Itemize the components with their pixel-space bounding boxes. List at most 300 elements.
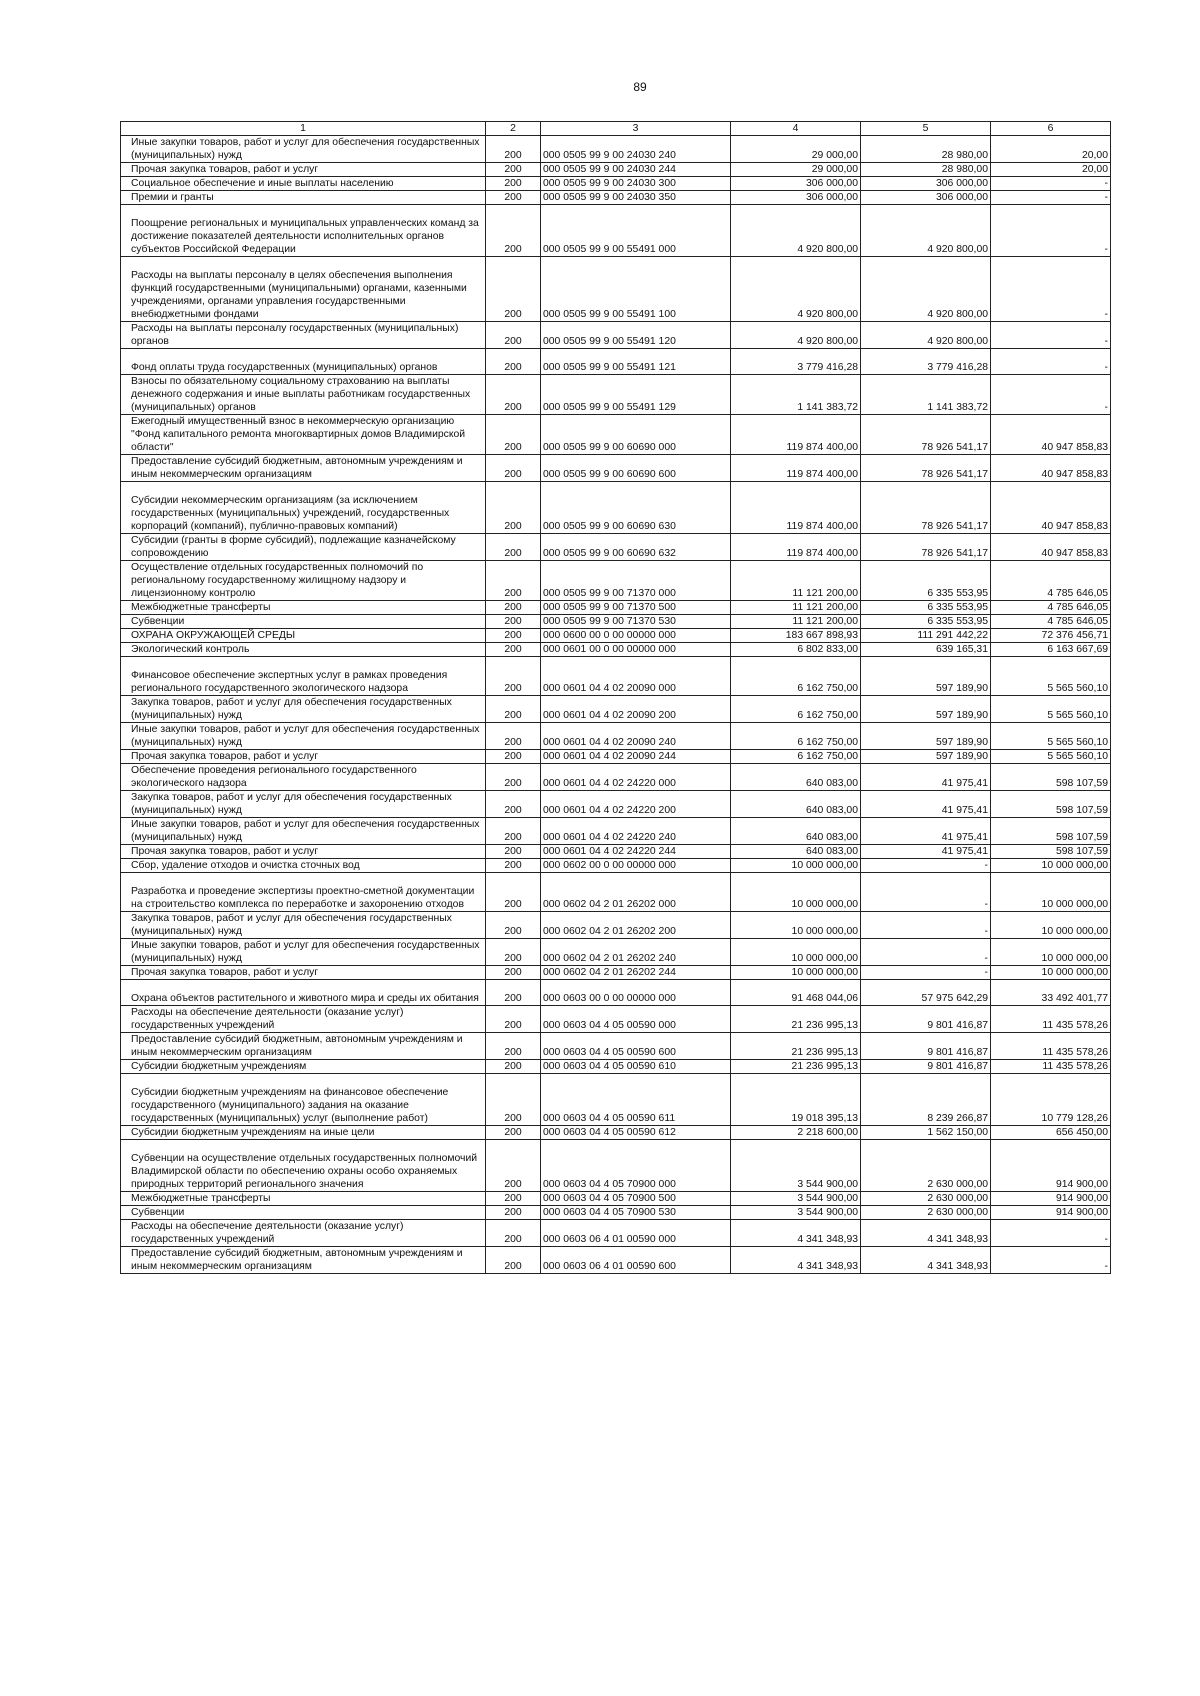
row-approved-amount: 6 162 750,00 bbox=[731, 657, 861, 696]
row-unexecuted-amount: - bbox=[991, 205, 1111, 257]
row-executed-amount: 78 926 541,17 bbox=[861, 455, 991, 482]
row-name: Закупка товаров, работ и услуг для обеспечения государственных (муниципальных) нужд bbox=[121, 696, 486, 723]
row-name: Субсидии бюджетным учреждениям на финансовое обеспечение государственного (муниципального) задания на оказание государственных (муниципальных) услуг (выполнение работ) bbox=[121, 1074, 486, 1126]
row-approved-amount: 306 000,00 bbox=[731, 177, 861, 191]
row-unexecuted-amount: 5 565 560,10 bbox=[991, 750, 1111, 764]
row-name: Прочая закупка товаров, работ и услуг bbox=[121, 163, 486, 177]
table-row bbox=[121, 818, 1111, 845]
row-budget-code: 000 0603 00 0 00 00000 000 bbox=[541, 980, 731, 1006]
row-budget-code: 000 0602 04 2 01 26202 200 bbox=[541, 912, 731, 939]
row-approved-amount: 4 920 800,00 bbox=[731, 205, 861, 257]
row-gl-code: 200 bbox=[486, 1206, 541, 1220]
row-budget-code: 000 0505 99 9 00 71370 000 bbox=[541, 561, 731, 601]
table-row bbox=[121, 191, 1111, 205]
row-approved-amount: 2 218 600,00 bbox=[731, 1126, 861, 1140]
row-approved-amount: 19 018 395,13 bbox=[731, 1074, 861, 1126]
row-unexecuted-amount: 6 163 667,69 bbox=[991, 643, 1111, 657]
row-gl-code: 200 bbox=[486, 205, 541, 257]
row-name: Расходы на выплаты персоналу в целях обеспечения выполнения функций государственными (муниципальными) органами, казенными учреждениями, органами управления государственными внебюджетными фондами bbox=[121, 257, 486, 322]
row-budget-code: 000 0505 99 9 00 60690 000 bbox=[541, 415, 731, 455]
row-approved-amount: 3 779 416,28 bbox=[731, 349, 861, 375]
row-gl-code: 200 bbox=[486, 455, 541, 482]
row-unexecuted-amount: 40 947 858,83 bbox=[991, 482, 1111, 534]
row-budget-code: 000 0505 99 9 00 60690 600 bbox=[541, 455, 731, 482]
row-gl-code: 200 bbox=[486, 939, 541, 966]
row-executed-amount: 306 000,00 bbox=[861, 177, 991, 191]
row-unexecuted-amount: 20,00 bbox=[991, 163, 1111, 177]
row-executed-amount: 6 335 553,95 bbox=[861, 601, 991, 615]
row-budget-code: 000 0603 04 4 05 70900 500 bbox=[541, 1192, 731, 1206]
row-gl-code: 200 bbox=[486, 1192, 541, 1206]
table-row bbox=[121, 939, 1111, 966]
table-row bbox=[121, 482, 1111, 534]
row-name: Предоставление субсидий бюджетным, автономным учреждениям и иным некоммерческим организациям bbox=[121, 1247, 486, 1274]
row-unexecuted-amount: - bbox=[991, 177, 1111, 191]
row-budget-code: 000 0603 04 4 05 00590 000 bbox=[541, 1006, 731, 1033]
row-executed-amount: 9 801 416,87 bbox=[861, 1006, 991, 1033]
row-budget-code: 000 0603 04 4 05 00590 612 bbox=[541, 1126, 731, 1140]
row-approved-amount: 6 162 750,00 bbox=[731, 696, 861, 723]
row-executed-amount: 78 926 541,17 bbox=[861, 534, 991, 561]
row-gl-code: 200 bbox=[486, 818, 541, 845]
table-row bbox=[121, 912, 1111, 939]
row-budget-code: 000 0505 99 9 00 55491 120 bbox=[541, 322, 731, 349]
row-approved-amount: 640 083,00 bbox=[731, 791, 861, 818]
table-row bbox=[121, 1074, 1111, 1126]
row-budget-code: 000 0603 04 4 05 70900 000 bbox=[541, 1140, 731, 1192]
row-gl-code: 200 bbox=[486, 601, 541, 615]
row-name: Поощрение региональных и муниципальных управленческих команд за достижение показателей деятельности исполнительных органов субъектов Российской Федерации bbox=[121, 205, 486, 257]
row-unexecuted-amount: 40 947 858,83 bbox=[991, 534, 1111, 561]
table-row bbox=[121, 1140, 1111, 1192]
table-row bbox=[121, 375, 1111, 415]
row-approved-amount: 21 236 995,13 bbox=[731, 1060, 861, 1074]
row-name: Экологический контроль bbox=[121, 643, 486, 657]
row-executed-amount: 1 141 383,72 bbox=[861, 375, 991, 415]
table-row bbox=[121, 750, 1111, 764]
table-body bbox=[121, 136, 1111, 1274]
column-header-2: 2 bbox=[486, 122, 541, 136]
row-unexecuted-amount: 914 900,00 bbox=[991, 1140, 1111, 1192]
column-header-5: 5 bbox=[861, 122, 991, 136]
row-gl-code: 200 bbox=[486, 859, 541, 873]
row-approved-amount: 10 000 000,00 bbox=[731, 873, 861, 912]
row-unexecuted-amount: 598 107,59 bbox=[991, 818, 1111, 845]
row-approved-amount: 1 141 383,72 bbox=[731, 375, 861, 415]
row-unexecuted-amount: 33 492 401,77 bbox=[991, 980, 1111, 1006]
row-name: Фонд оплаты труда государственных (муниципальных) органов bbox=[121, 349, 486, 375]
row-executed-amount: 78 926 541,17 bbox=[861, 482, 991, 534]
row-approved-amount: 29 000,00 bbox=[731, 163, 861, 177]
row-budget-code: 000 0505 99 9 00 24030 300 bbox=[541, 177, 731, 191]
row-unexecuted-amount: 598 107,59 bbox=[991, 845, 1111, 859]
table-row bbox=[121, 322, 1111, 349]
row-executed-amount: 639 165,31 bbox=[861, 643, 991, 657]
row-name: Премии и гранты bbox=[121, 191, 486, 205]
table-row bbox=[121, 1126, 1111, 1140]
row-budget-code: 000 0603 04 4 05 70900 530 bbox=[541, 1206, 731, 1220]
row-executed-amount: 4 920 800,00 bbox=[861, 257, 991, 322]
row-name: Расходы на обеспечение деятельности (оказание услуг) государственных учреждений bbox=[121, 1220, 486, 1247]
row-name: Сбор, удаление отходов и очистка сточных вод bbox=[121, 859, 486, 873]
row-executed-amount: 6 335 553,95 bbox=[861, 561, 991, 601]
row-name: Иные закупки товаров, работ и услуг для обеспечения государственных (муниципальных) нужд bbox=[121, 939, 486, 966]
row-budget-code: 000 0505 99 9 00 71370 500 bbox=[541, 601, 731, 615]
table-row bbox=[121, 601, 1111, 615]
row-executed-amount: 597 189,90 bbox=[861, 696, 991, 723]
row-name: Предоставление субсидий бюджетным, автономным учреждениям и иным некоммерческим организациям bbox=[121, 1033, 486, 1060]
row-executed-amount: 597 189,90 bbox=[861, 723, 991, 750]
row-gl-code: 200 bbox=[486, 415, 541, 455]
row-executed-amount: 57 975 642,29 bbox=[861, 980, 991, 1006]
row-gl-code: 200 bbox=[486, 1220, 541, 1247]
table-row bbox=[121, 643, 1111, 657]
row-unexecuted-amount: 914 900,00 bbox=[991, 1206, 1111, 1220]
column-header-6: 6 bbox=[991, 122, 1111, 136]
row-approved-amount: 29 000,00 bbox=[731, 136, 861, 163]
row-unexecuted-amount: 40 947 858,83 bbox=[991, 455, 1111, 482]
row-gl-code: 200 bbox=[486, 912, 541, 939]
row-executed-amount: - bbox=[861, 912, 991, 939]
row-budget-code: 000 0603 06 4 01 00590 600 bbox=[541, 1247, 731, 1274]
row-unexecuted-amount: 5 565 560,10 bbox=[991, 723, 1111, 750]
table-row bbox=[121, 1220, 1111, 1247]
row-executed-amount: 41 975,41 bbox=[861, 845, 991, 859]
row-budget-code: 000 0505 99 9 00 55491 121 bbox=[541, 349, 731, 375]
table-row bbox=[121, 1060, 1111, 1074]
row-unexecuted-amount: - bbox=[991, 1220, 1111, 1247]
row-executed-amount: 78 926 541,17 bbox=[861, 415, 991, 455]
row-name: Субвенции bbox=[121, 615, 486, 629]
row-budget-code: 000 0601 04 4 02 20090 000 bbox=[541, 657, 731, 696]
row-name: Осуществление отдельных государственных полномочий по региональному государственному жилищному надзору и лицензионному контролю bbox=[121, 561, 486, 601]
table-row bbox=[121, 163, 1111, 177]
budget-table bbox=[120, 121, 1111, 1274]
row-gl-code: 200 bbox=[486, 1006, 541, 1033]
row-name: Субвенции bbox=[121, 1206, 486, 1220]
row-approved-amount: 10 000 000,00 bbox=[731, 912, 861, 939]
row-unexecuted-amount: 10 000 000,00 bbox=[991, 912, 1111, 939]
table-row bbox=[121, 966, 1111, 980]
row-executed-amount: 111 291 442,22 bbox=[861, 629, 991, 643]
row-approved-amount: 10 000 000,00 bbox=[731, 859, 861, 873]
row-budget-code: 000 0602 04 2 01 26202 244 bbox=[541, 966, 731, 980]
row-unexecuted-amount: - bbox=[991, 257, 1111, 322]
row-budget-code: 000 0505 99 9 00 71370 530 bbox=[541, 615, 731, 629]
row-executed-amount: 41 975,41 bbox=[861, 791, 991, 818]
table-row bbox=[121, 845, 1111, 859]
table-row bbox=[121, 723, 1111, 750]
row-gl-code: 200 bbox=[486, 257, 541, 322]
row-gl-code: 200 bbox=[486, 191, 541, 205]
row-approved-amount: 640 083,00 bbox=[731, 845, 861, 859]
table-row bbox=[121, 1206, 1111, 1220]
row-gl-code: 200 bbox=[486, 177, 541, 191]
row-unexecuted-amount: 10 000 000,00 bbox=[991, 966, 1111, 980]
row-unexecuted-amount: - bbox=[991, 191, 1111, 205]
row-approved-amount: 119 874 400,00 bbox=[731, 534, 861, 561]
row-executed-amount: - bbox=[861, 873, 991, 912]
row-approved-amount: 11 121 200,00 bbox=[731, 561, 861, 601]
row-name: Субсидии некоммерческим организациям (за исключением государственных (муниципальных) учреждений, государственных корпораций (компаний), публично-правовых компаний) bbox=[121, 482, 486, 534]
row-approved-amount: 6 162 750,00 bbox=[731, 723, 861, 750]
column-header-1: 1 bbox=[121, 122, 486, 136]
row-executed-amount: 4 920 800,00 bbox=[861, 205, 991, 257]
table-row bbox=[121, 534, 1111, 561]
row-unexecuted-amount: 10 779 128,26 bbox=[991, 1074, 1111, 1126]
row-unexecuted-amount: 4 785 646,05 bbox=[991, 601, 1111, 615]
row-gl-code: 200 bbox=[486, 1140, 541, 1192]
row-budget-code: 000 0602 00 0 00 00000 000 bbox=[541, 859, 731, 873]
row-budget-code: 000 0600 00 0 00 00000 000 bbox=[541, 629, 731, 643]
page-number: 89 bbox=[633, 80, 647, 94]
row-approved-amount: 4 920 800,00 bbox=[731, 322, 861, 349]
row-budget-code: 000 0505 99 9 00 55491 100 bbox=[541, 257, 731, 322]
row-unexecuted-amount: 11 435 578,26 bbox=[991, 1006, 1111, 1033]
row-name: Прочая закупка товаров, работ и услуг bbox=[121, 966, 486, 980]
row-name: Социальное обеспечение и иные выплаты населению bbox=[121, 177, 486, 191]
row-executed-amount: 597 189,90 bbox=[861, 750, 991, 764]
table-row bbox=[121, 791, 1111, 818]
row-gl-code: 200 bbox=[486, 643, 541, 657]
row-gl-code: 200 bbox=[486, 723, 541, 750]
row-budget-code: 000 0505 99 9 00 55491 129 bbox=[541, 375, 731, 415]
row-name: Охрана объектов растительного и животного мира и среды их обитания bbox=[121, 980, 486, 1006]
row-unexecuted-amount: 656 450,00 bbox=[991, 1126, 1111, 1140]
row-unexecuted-amount: - bbox=[991, 322, 1111, 349]
row-budget-code: 000 0602 04 2 01 26202 000 bbox=[541, 873, 731, 912]
column-header-3: 3 bbox=[541, 122, 731, 136]
row-executed-amount: 8 239 266,87 bbox=[861, 1074, 991, 1126]
table-row bbox=[121, 859, 1111, 873]
row-name: Прочая закупка товаров, работ и услуг bbox=[121, 845, 486, 859]
row-executed-amount: 28 980,00 bbox=[861, 163, 991, 177]
table-row bbox=[121, 349, 1111, 375]
row-approved-amount: 3 544 900,00 bbox=[731, 1192, 861, 1206]
row-name: Иные закупки товаров, работ и услуг для обеспечения государственных (муниципальных) нужд bbox=[121, 723, 486, 750]
table-row bbox=[121, 205, 1111, 257]
row-unexecuted-amount: 72 376 456,71 bbox=[991, 629, 1111, 643]
row-executed-amount: 9 801 416,87 bbox=[861, 1033, 991, 1060]
row-name: ОХРАНА ОКРУЖАЮЩЕЙ СРЕДЫ bbox=[121, 629, 486, 643]
row-approved-amount: 119 874 400,00 bbox=[731, 482, 861, 534]
table-row bbox=[121, 615, 1111, 629]
row-unexecuted-amount: 40 947 858,83 bbox=[991, 415, 1111, 455]
row-executed-amount: - bbox=[861, 859, 991, 873]
row-budget-code: 000 0603 04 4 05 00590 600 bbox=[541, 1033, 731, 1060]
row-unexecuted-amount: 10 000 000,00 bbox=[991, 939, 1111, 966]
row-approved-amount: 4 341 348,93 bbox=[731, 1247, 861, 1274]
row-approved-amount: 640 083,00 bbox=[731, 764, 861, 791]
row-budget-code: 000 0505 99 9 00 24030 244 bbox=[541, 163, 731, 177]
row-gl-code: 200 bbox=[486, 1247, 541, 1274]
row-gl-code: 200 bbox=[486, 791, 541, 818]
row-gl-code: 200 bbox=[486, 375, 541, 415]
row-executed-amount: - bbox=[861, 939, 991, 966]
row-budget-code: 000 0601 04 4 02 24220 200 bbox=[541, 791, 731, 818]
row-executed-amount: 2 630 000,00 bbox=[861, 1140, 991, 1192]
column-header-4: 4 bbox=[731, 122, 861, 136]
row-gl-code: 200 bbox=[486, 482, 541, 534]
row-name: Межбюджетные трансферты bbox=[121, 601, 486, 615]
row-name: Ежегодный имущественный взнос в некоммерческую организацию "Фонд капитального ремонта многоквартирных домов Владимирской области" bbox=[121, 415, 486, 455]
row-budget-code: 000 0505 99 9 00 60690 632 bbox=[541, 534, 731, 561]
row-name: Субсидии бюджетным учреждениям на иные цели bbox=[121, 1126, 486, 1140]
row-approved-amount: 3 544 900,00 bbox=[731, 1140, 861, 1192]
row-approved-amount: 21 236 995,13 bbox=[731, 1006, 861, 1033]
row-name: Взносы по обязательному социальному страхованию на выплаты денежного содержания и иные выплаты работникам государственных (муниципальных) органов bbox=[121, 375, 486, 415]
row-gl-code: 200 bbox=[486, 750, 541, 764]
row-name: Иные закупки товаров, работ и услуг для обеспечения государственных (муниципальных) нужд bbox=[121, 818, 486, 845]
row-gl-code: 200 bbox=[486, 1033, 541, 1060]
row-unexecuted-amount: 4 785 646,05 bbox=[991, 615, 1111, 629]
row-executed-amount: 9 801 416,87 bbox=[861, 1060, 991, 1074]
row-approved-amount: 183 667 898,93 bbox=[731, 629, 861, 643]
row-executed-amount: 4 341 348,93 bbox=[861, 1220, 991, 1247]
row-name: Расходы на выплаты персоналу государственных (муниципальных) органов bbox=[121, 322, 486, 349]
table-row bbox=[121, 1247, 1111, 1274]
row-name: Разработка и проведение экспертизы проектно-сметной документации на строительство комплекса по переработке и захоронению отходов bbox=[121, 873, 486, 912]
row-executed-amount: 6 335 553,95 bbox=[861, 615, 991, 629]
row-unexecuted-amount: - bbox=[991, 1247, 1111, 1274]
row-name: Субвенции на осуществление отдельных государственных полномочий Владимирской области по обеспечению охраны особо охраняемых природных территорий регионального значения bbox=[121, 1140, 486, 1192]
row-name: Финансовое обеспечение экспертных услуг в рамках проведения регионального государственного экологического надзора bbox=[121, 657, 486, 696]
row-budget-code: 000 0601 04 4 02 20090 200 bbox=[541, 696, 731, 723]
row-unexecuted-amount: - bbox=[991, 349, 1111, 375]
row-unexecuted-amount: 11 435 578,26 bbox=[991, 1060, 1111, 1074]
row-gl-code: 200 bbox=[486, 322, 541, 349]
row-executed-amount: 1 562 150,00 bbox=[861, 1126, 991, 1140]
table-row bbox=[121, 873, 1111, 912]
table-header-row bbox=[121, 122, 1111, 136]
row-name: Закупка товаров, работ и услуг для обеспечения государственных (муниципальных) нужд bbox=[121, 912, 486, 939]
row-gl-code: 200 bbox=[486, 561, 541, 601]
row-budget-code: 000 0603 04 4 05 00590 610 bbox=[541, 1060, 731, 1074]
table-row bbox=[121, 1192, 1111, 1206]
row-budget-code: 000 0601 00 0 00 00000 000 bbox=[541, 643, 731, 657]
row-approved-amount: 91 468 044,06 bbox=[731, 980, 861, 1006]
table-row bbox=[121, 1006, 1111, 1033]
row-gl-code: 200 bbox=[486, 873, 541, 912]
row-name: Предоставление субсидий бюджетным, автономным учреждениям и иным некоммерческим организациям bbox=[121, 455, 486, 482]
row-unexecuted-amount: 10 000 000,00 bbox=[991, 859, 1111, 873]
row-name: Расходы на обеспечение деятельности (оказание услуг) государственных учреждений bbox=[121, 1006, 486, 1033]
row-gl-code: 200 bbox=[486, 349, 541, 375]
row-unexecuted-amount: 5 565 560,10 bbox=[991, 657, 1111, 696]
table-row bbox=[121, 455, 1111, 482]
row-gl-code: 200 bbox=[486, 1074, 541, 1126]
row-name: Прочая закупка товаров, работ и услуг bbox=[121, 750, 486, 764]
row-gl-code: 200 bbox=[486, 657, 541, 696]
row-budget-code: 000 0505 99 9 00 24030 240 bbox=[541, 136, 731, 163]
table-row bbox=[121, 136, 1111, 163]
row-approved-amount: 3 544 900,00 bbox=[731, 1206, 861, 1220]
table-row bbox=[121, 764, 1111, 791]
row-unexecuted-amount: 598 107,59 bbox=[991, 791, 1111, 818]
row-unexecuted-amount: 598 107,59 bbox=[991, 764, 1111, 791]
row-approved-amount: 10 000 000,00 bbox=[731, 966, 861, 980]
row-unexecuted-amount: - bbox=[991, 375, 1111, 415]
row-approved-amount: 10 000 000,00 bbox=[731, 939, 861, 966]
row-executed-amount: 306 000,00 bbox=[861, 191, 991, 205]
row-budget-code: 000 0505 99 9 00 60690 630 bbox=[541, 482, 731, 534]
row-approved-amount: 119 874 400,00 bbox=[731, 415, 861, 455]
row-name: Закупка товаров, работ и услуг для обеспечения государственных (муниципальных) нужд bbox=[121, 791, 486, 818]
row-gl-code: 200 bbox=[486, 966, 541, 980]
row-executed-amount: 4 341 348,93 bbox=[861, 1247, 991, 1274]
row-gl-code: 200 bbox=[486, 163, 541, 177]
row-approved-amount: 6 162 750,00 bbox=[731, 750, 861, 764]
row-unexecuted-amount: 20,00 bbox=[991, 136, 1111, 163]
table-row bbox=[121, 1033, 1111, 1060]
row-gl-code: 200 bbox=[486, 136, 541, 163]
row-executed-amount: 41 975,41 bbox=[861, 764, 991, 791]
row-gl-code: 200 bbox=[486, 629, 541, 643]
row-unexecuted-amount: 914 900,00 bbox=[991, 1192, 1111, 1206]
row-budget-code: 000 0601 04 4 02 20090 244 bbox=[541, 750, 731, 764]
row-name: Субсидии бюджетным учреждениям bbox=[121, 1060, 486, 1074]
row-budget-code: 000 0601 04 4 02 20090 240 bbox=[541, 723, 731, 750]
row-budget-code: 000 0601 04 4 02 24220 240 bbox=[541, 818, 731, 845]
row-budget-code: 000 0601 04 4 02 24220 244 bbox=[541, 845, 731, 859]
table-row bbox=[121, 257, 1111, 322]
row-unexecuted-amount: 11 435 578,26 bbox=[991, 1033, 1111, 1060]
row-approved-amount: 21 236 995,13 bbox=[731, 1033, 861, 1060]
row-executed-amount: 597 189,90 bbox=[861, 657, 991, 696]
row-executed-amount: 4 920 800,00 bbox=[861, 322, 991, 349]
row-executed-amount: 28 980,00 bbox=[861, 136, 991, 163]
row-approved-amount: 11 121 200,00 bbox=[731, 615, 861, 629]
row-gl-code: 200 bbox=[486, 845, 541, 859]
row-budget-code: 000 0505 99 9 00 24030 350 bbox=[541, 191, 731, 205]
row-name: Межбюджетные трансферты bbox=[121, 1192, 486, 1206]
table-row bbox=[121, 657, 1111, 696]
row-budget-code: 000 0601 04 4 02 24220 000 bbox=[541, 764, 731, 791]
row-budget-code: 000 0603 06 4 01 00590 000 bbox=[541, 1220, 731, 1247]
table-row bbox=[121, 980, 1111, 1006]
row-executed-amount: - bbox=[861, 966, 991, 980]
row-approved-amount: 306 000,00 bbox=[731, 191, 861, 205]
row-budget-code: 000 0602 04 2 01 26202 240 bbox=[541, 939, 731, 966]
row-approved-amount: 119 874 400,00 bbox=[731, 455, 861, 482]
row-budget-code: 000 0505 99 9 00 55491 000 bbox=[541, 205, 731, 257]
row-name: Иные закупки товаров, работ и услуг для обеспечения государственных (муниципальных) нужд bbox=[121, 136, 486, 163]
table-row bbox=[121, 629, 1111, 643]
row-gl-code: 200 bbox=[486, 980, 541, 1006]
row-executed-amount: 41 975,41 bbox=[861, 818, 991, 845]
row-approved-amount: 640 083,00 bbox=[731, 818, 861, 845]
row-gl-code: 200 bbox=[486, 1060, 541, 1074]
row-unexecuted-amount: 5 565 560,10 bbox=[991, 696, 1111, 723]
table-row bbox=[121, 696, 1111, 723]
row-gl-code: 200 bbox=[486, 1126, 541, 1140]
row-approved-amount: 4 341 348,93 bbox=[731, 1220, 861, 1247]
row-gl-code: 200 bbox=[486, 615, 541, 629]
row-executed-amount: 2 630 000,00 bbox=[861, 1206, 991, 1220]
row-approved-amount: 6 802 833,00 bbox=[731, 643, 861, 657]
row-unexecuted-amount: 10 000 000,00 bbox=[991, 873, 1111, 912]
table-row bbox=[121, 561, 1111, 601]
row-approved-amount: 4 920 800,00 bbox=[731, 257, 861, 322]
row-budget-code: 000 0603 04 4 05 00590 611 bbox=[541, 1074, 731, 1126]
row-approved-amount: 11 121 200,00 bbox=[731, 601, 861, 615]
row-name: Субсидии (гранты в форме субсидий), подлежащие казначейскому сопровождению bbox=[121, 534, 486, 561]
row-gl-code: 200 bbox=[486, 534, 541, 561]
table-row bbox=[121, 177, 1111, 191]
row-gl-code: 200 bbox=[486, 764, 541, 791]
row-unexecuted-amount: 4 785 646,05 bbox=[991, 561, 1111, 601]
row-executed-amount: 2 630 000,00 bbox=[861, 1192, 991, 1206]
